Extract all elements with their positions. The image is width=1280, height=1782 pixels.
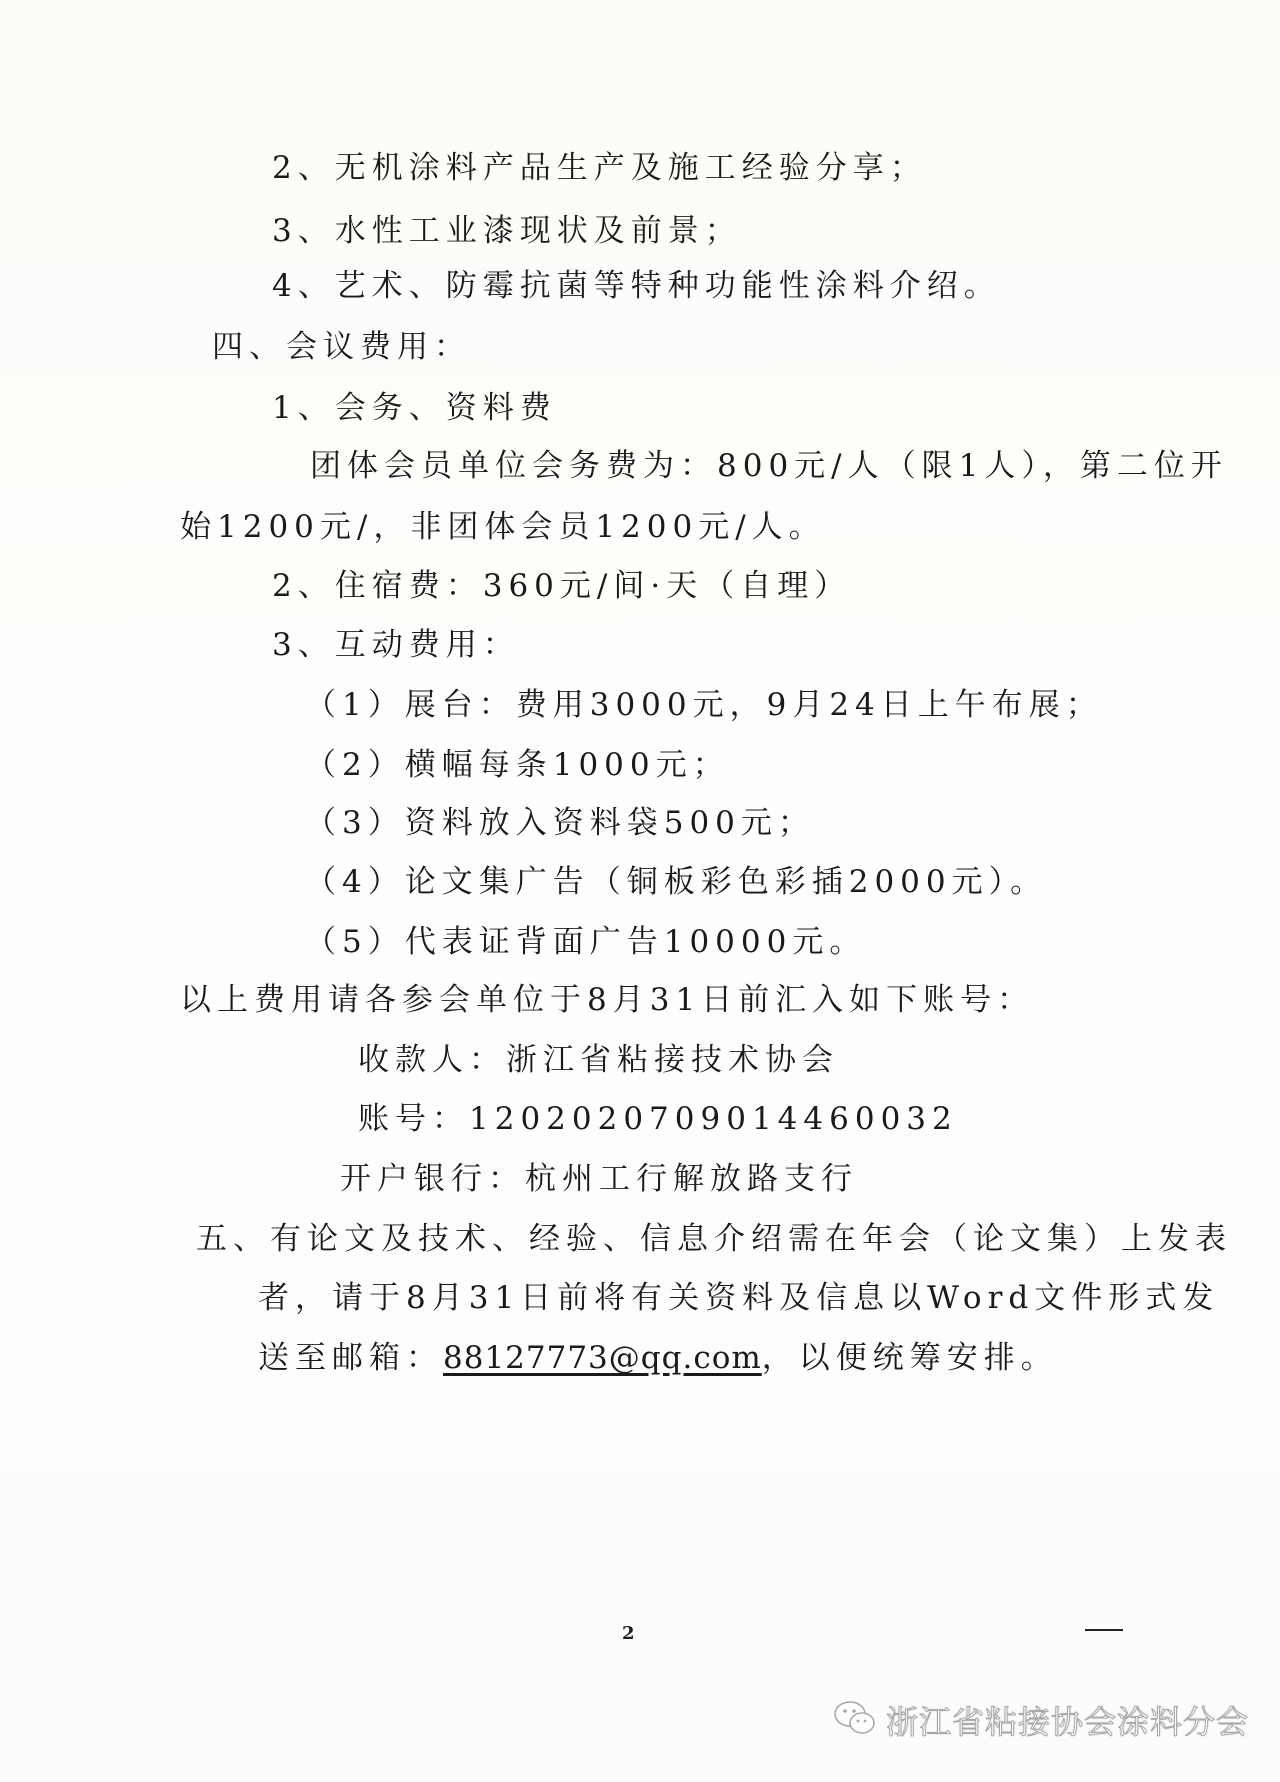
fee-item-1-detail-line-1: 团体会员单位会务费为：800元/人（限1人），第二位开 [310, 448, 1228, 484]
fee-sub-item-4: （4）论文集广告（铜板彩色彩插2000元）。 [305, 864, 1048, 900]
fee-item-3-heading: 3、互动费用： [272, 627, 520, 663]
fee-sub-item-3: （3）资料放入资料袋500元； [305, 805, 815, 841]
section-five-line-2: 者，请于8月31日前将有关资料及信息以Word文件形式发 [258, 1280, 1220, 1316]
topic-line-2: 2、无机涂料产品生产及施工经验分享； [272, 150, 927, 186]
section-heading-fees: 四、会议费用： [212, 329, 471, 365]
fee-item-1-heading: 1、会务、资料费 [272, 390, 557, 426]
email-suffix: ，以便统筹安排。 [761, 1340, 1058, 1376]
fee-sub-item-5: （5）代表证背面广告10000元。 [305, 924, 867, 960]
fee-item-2-lodging: 2、住宿费：360元/间·天（自理） [272, 568, 852, 604]
footer-dash [1085, 1629, 1123, 1631]
watermark [832, 1697, 1249, 1743]
account-number-line: 账号：1202020709014460032 [358, 1101, 958, 1137]
wechat-icon [832, 1698, 878, 1742]
email-prefix: 送至邮箱： [258, 1340, 443, 1376]
fee-item-1-detail-line-2: 始1200元/，非团体会员1200元/人。 [180, 509, 826, 545]
payee-line: 收款人：浙江省粘接技术协会 [358, 1042, 839, 1078]
fee-sub-item-1: （1）展台：费用3000元，9月24日上午布展； [305, 687, 1103, 723]
bank-line: 开户银行：杭州工行解放路支行 [340, 1161, 858, 1197]
watermark-text: 浙江省粘接协会涂料分会 [886, 1703, 1250, 1741]
section-five-line-3 [258, 1338, 1058, 1378]
email-link[interactable]: 88127773@qq.com [443, 1340, 762, 1376]
section-five-line-1: 五、有论文及技术、经验、信息介绍需在年会（论文集）上发表 [196, 1221, 1232, 1257]
topic-line-3: 3、水性工业漆现状及前景； [272, 213, 742, 249]
payment-instruction: 以上费用请各参会单位于8月31日前汇入如下账号： [180, 982, 1035, 1018]
topic-line-4: 4、艺术、防霉抗菌等特种功能性涂料介绍。 [272, 268, 1001, 304]
fee-sub-item-2: （2）横幅每条1000元； [305, 747, 730, 783]
page-number: 2 [622, 1623, 635, 1644]
